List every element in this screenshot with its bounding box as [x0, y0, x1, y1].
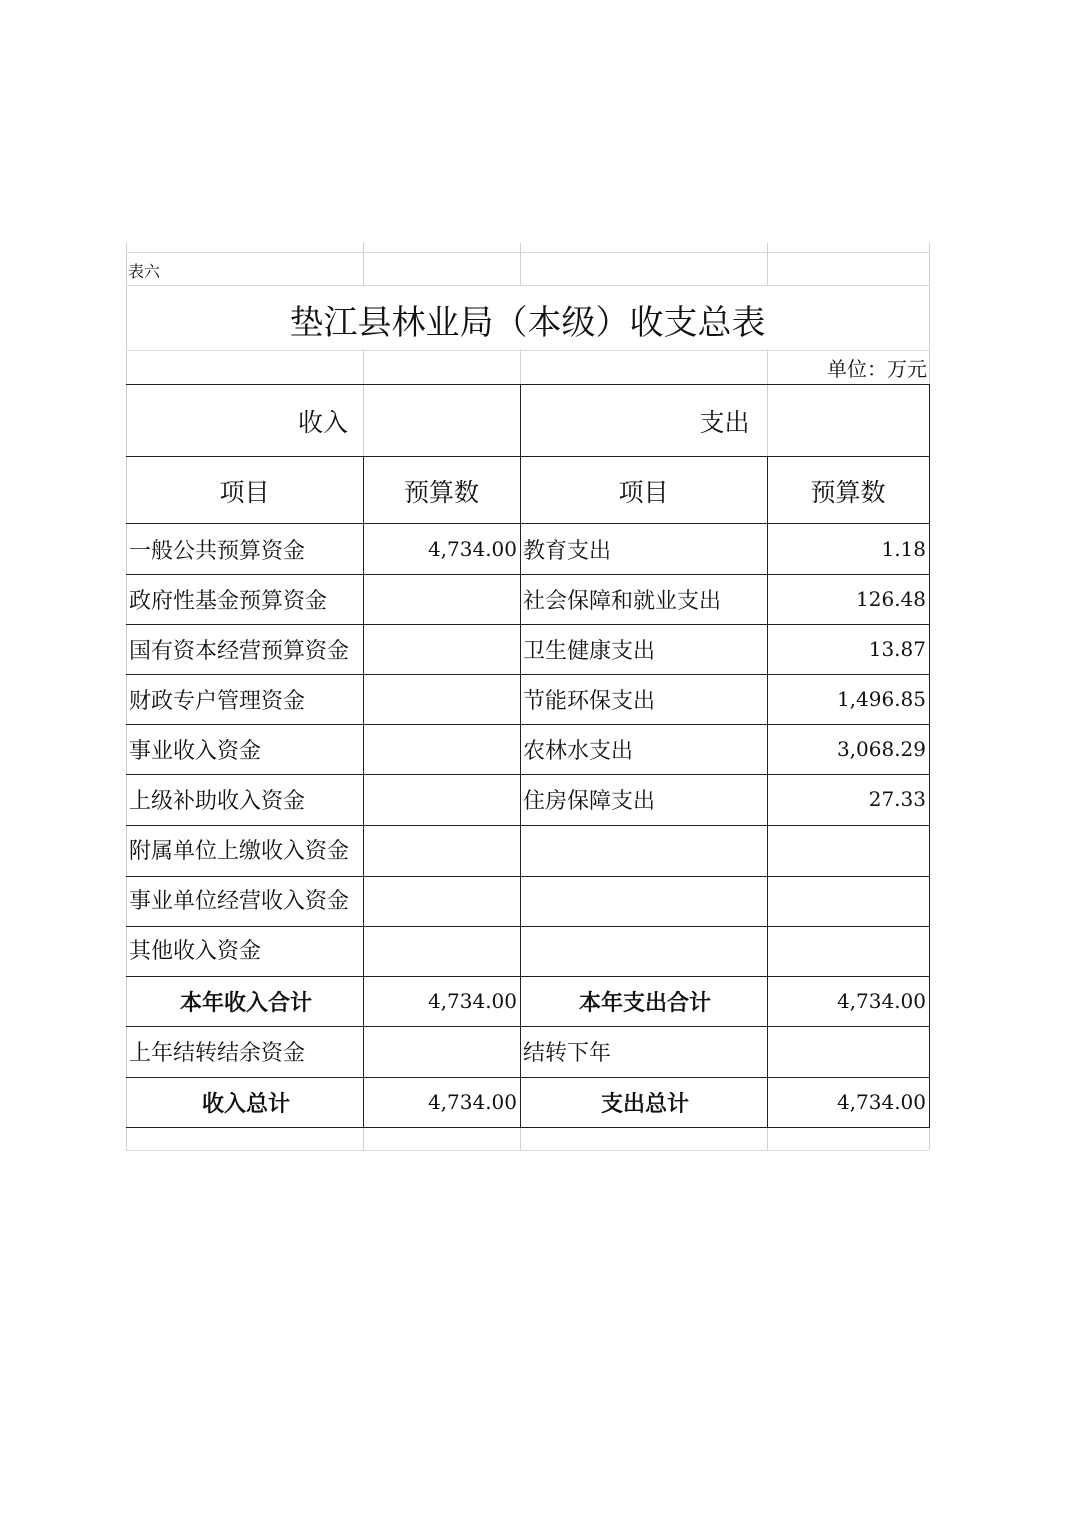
- expense-item: 住房保障支出: [523, 788, 656, 814]
- table-border: [520, 384, 521, 1128]
- income-item: 一般公共预算资金: [129, 538, 306, 564]
- expense-item: [520, 874, 767, 924]
- table-label: 表六: [128, 261, 161, 281]
- income-value: [363, 724, 520, 774]
- income-item: 上级补助收入资金: [129, 788, 306, 814]
- gridline: [126, 252, 929, 253]
- expense-value: [767, 924, 929, 974]
- expense-item: 教育支出: [523, 538, 612, 564]
- expense-item: [520, 924, 767, 974]
- income-value: [363, 824, 520, 874]
- gridline: [126, 1150, 929, 1151]
- income-item: 事业收入资金: [129, 738, 262, 764]
- expense-item: [520, 824, 767, 874]
- table-border: [126, 1026, 929, 1027]
- expense-header: 支出: [699, 408, 750, 437]
- unit-label: 单位：万元: [827, 356, 927, 381]
- expense-value: 27.33: [868, 787, 926, 811]
- expense-item: 农林水支出: [523, 738, 634, 764]
- expense-budget-header: 预算数: [810, 477, 886, 507]
- income-budget-header: 预算数: [403, 477, 479, 507]
- expense-value: 1.18: [881, 537, 926, 561]
- income-value: [363, 574, 520, 624]
- table-border: [126, 774, 929, 775]
- expense-grand-total-label: 支出总计: [600, 1091, 689, 1117]
- expense-value: [767, 874, 929, 924]
- income-item-header: 项目: [219, 477, 270, 507]
- table-border: [363, 456, 364, 1128]
- table-border: [126, 926, 929, 927]
- income-carryover-label: 上年结转结余资金: [129, 1040, 306, 1066]
- income-item: 财政专户管理资金: [129, 688, 306, 714]
- income-value: [363, 774, 520, 824]
- income-carryover-value: [363, 1026, 520, 1076]
- expense-item-header: 项目: [618, 477, 669, 507]
- table-border: [126, 1127, 929, 1128]
- table-border: [126, 456, 929, 457]
- income-item: 附属单位上缴收入资金: [129, 838, 350, 864]
- expense-carryover-value: [767, 1026, 929, 1076]
- table-border: [126, 624, 929, 625]
- income-header: 收入: [297, 408, 348, 437]
- table-border: [126, 876, 929, 877]
- expense-item: 社会保障和就业支出: [523, 588, 722, 614]
- income-grand-total-value: 4,734.00: [427, 1090, 517, 1114]
- gridline: [126, 350, 929, 351]
- expense-value: 126.48: [856, 587, 926, 611]
- expense-value: 1,496.85: [836, 687, 926, 711]
- income-item: 其他收入资金: [129, 938, 262, 964]
- income-value: [363, 924, 520, 974]
- table-border: [126, 724, 929, 725]
- income-item: 事业单位经营收入资金: [129, 888, 350, 914]
- expense-year-total-value: 4,734.00: [836, 989, 926, 1013]
- income-value: [363, 874, 520, 924]
- expense-item: 节能环保支出: [523, 688, 656, 714]
- expense-value: 13.87: [868, 637, 926, 661]
- table-border: [126, 574, 929, 575]
- page-title: 垫江县林业局（本级）收支总表: [289, 302, 766, 343]
- table-border: [767, 456, 768, 1128]
- expense-item: 卫生健康支出: [523, 638, 656, 664]
- income-value: [363, 674, 520, 724]
- expense-value: 3,068.29: [836, 737, 926, 761]
- table-border: [929, 384, 930, 1128]
- table-border: [126, 384, 929, 385]
- income-grand-total-label: 收入总计: [201, 1091, 290, 1117]
- income-item: 国有资本经营预算资金: [129, 638, 350, 664]
- table-border: [126, 523, 929, 524]
- income-value: [363, 624, 520, 674]
- expense-grand-total-value: 4,734.00: [836, 1090, 926, 1114]
- table-border: [126, 1077, 929, 1078]
- income-year-total-value: 4,734.00: [427, 989, 517, 1013]
- expense-value: [767, 824, 929, 874]
- income-year-total-label: 本年收入合计: [179, 990, 312, 1016]
- expense-year-total-label: 本年支出合计: [578, 990, 711, 1016]
- income-value: 4,734.00: [427, 537, 517, 561]
- table-border: [126, 825, 929, 826]
- table-border: [126, 674, 929, 675]
- income-item: 政府性基金预算资金: [129, 588, 328, 614]
- expense-carryover-label: 结转下年: [523, 1040, 612, 1066]
- table-border: [126, 976, 929, 977]
